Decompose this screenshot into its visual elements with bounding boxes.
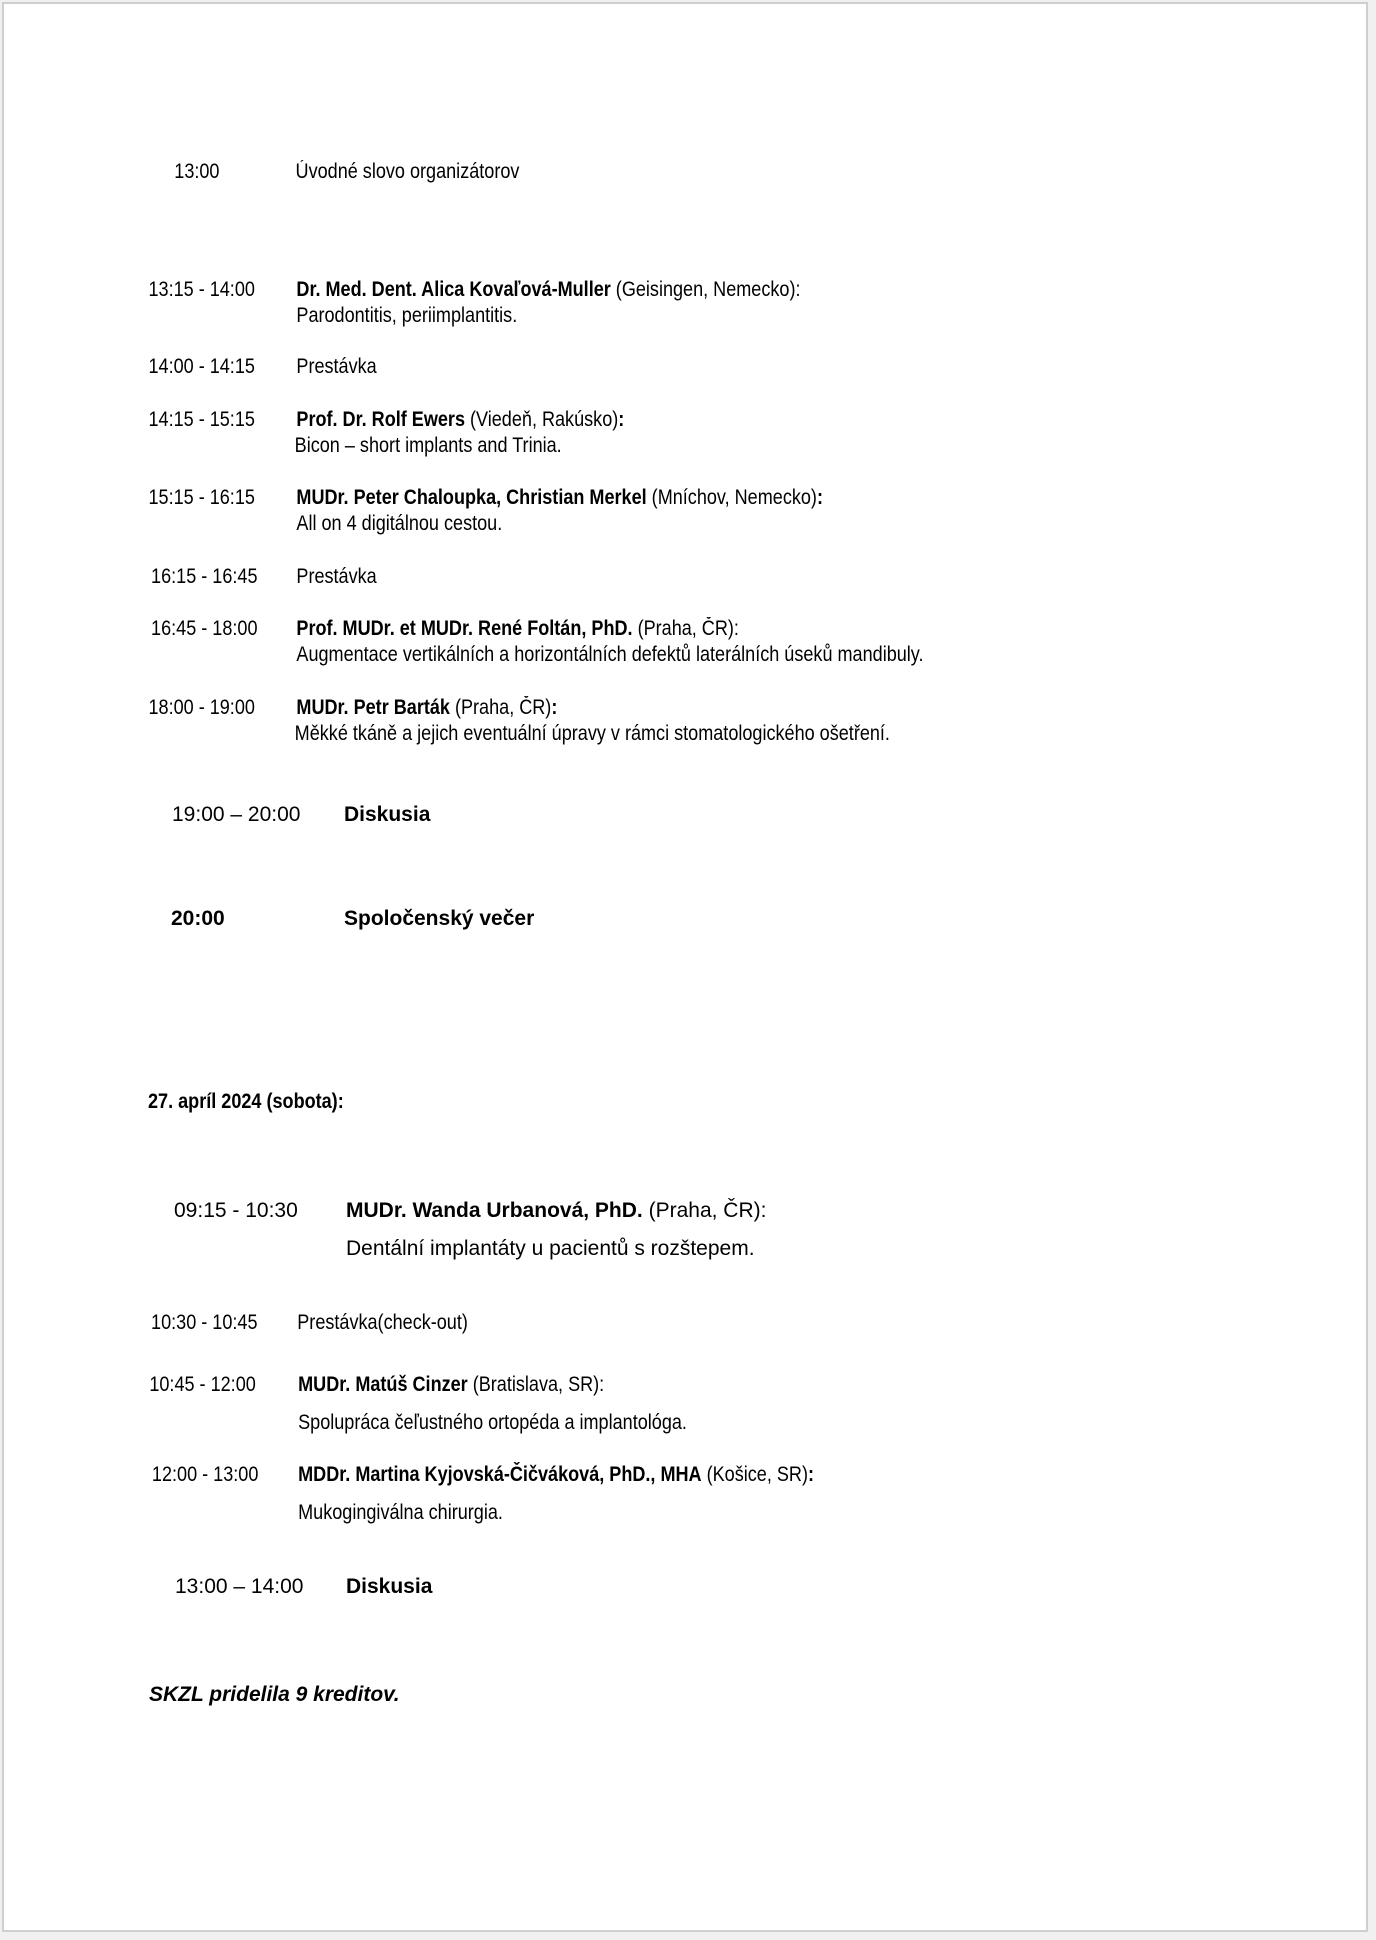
talk-topic: Měkké tkáně a jejich eventuální úpravy v rámci stomatologického ošetření. xyxy=(294,722,890,745)
row-time: 13:00 – 14:00 xyxy=(175,1575,304,1598)
speaker-name: MUDr. Wanda Urbanová, PhD. xyxy=(346,1199,643,1222)
speaker-line xyxy=(346,1198,766,1224)
row-title: Prestávka(check-out) xyxy=(297,1311,468,1334)
speaker-name: MDDr. Martina Kyjovská-Čičváková, PhD., MHA xyxy=(298,1463,702,1486)
row-title: Úvodné slovo organizátorov xyxy=(295,160,520,183)
speaker-name: MUDr. Petr Barták xyxy=(296,696,450,719)
speaker-line xyxy=(296,277,800,303)
talk-topic: Parodontitis, periimplantitis. xyxy=(296,304,518,327)
speaker-line xyxy=(296,407,624,433)
row-time: 10:30 - 10:45 xyxy=(151,1311,258,1334)
speaker-colon: : xyxy=(618,408,625,431)
speaker-colon: : xyxy=(816,486,823,509)
row-time: 14:00 - 14:15 xyxy=(148,355,255,378)
credits-note: SKZL pridelila 9 kreditov. xyxy=(149,1683,400,1706)
row-time: 19:00 – 20:00 xyxy=(172,803,301,826)
speaker-place: (Viedeň, Rakúsko) xyxy=(465,408,619,431)
row-content xyxy=(296,485,823,537)
speaker-place: (Geisingen, Nemecko): xyxy=(610,278,801,301)
speaker-name: MUDr. Peter Chaloupka, Christian Merkel xyxy=(296,486,647,509)
speaker-line xyxy=(298,1372,687,1398)
row-content xyxy=(298,1372,687,1436)
row-title: Diskusia xyxy=(346,1575,433,1598)
row-title: Spoločenský večer xyxy=(344,907,535,930)
row-time: 13:15 - 14:00 xyxy=(148,278,255,301)
speaker-line xyxy=(298,1462,814,1488)
talk-topic: Augmentace vertikálních a horizontálních defektů laterálních úseků mandibuly. xyxy=(296,643,924,666)
row-time: 10:45 - 12:00 xyxy=(149,1373,256,1396)
speaker-line xyxy=(296,695,890,721)
speaker-line xyxy=(296,616,923,642)
row-time: 15:15 - 16:15 xyxy=(148,486,255,509)
row-time: 14:15 - 15:15 xyxy=(148,408,255,431)
row-time: 16:45 - 18:00 xyxy=(151,617,258,640)
row-time: 09:15 - 10:30 xyxy=(174,1199,298,1222)
talk-topic: Dentální implantáty u pacientů s rozštepem. xyxy=(346,1237,755,1260)
speaker-colon: : xyxy=(551,696,558,719)
talk-topic: Bicon – short implants and Trinia. xyxy=(294,434,562,457)
row-title: Prestávka xyxy=(296,565,377,588)
row-time: 16:15 - 16:45 xyxy=(151,565,258,588)
day-heading: 27. apríl 2024 (sobota): xyxy=(148,1090,344,1113)
talk-topic: All on 4 digitálnou cestou. xyxy=(296,512,503,535)
speaker-name: Prof. Dr. Rolf Ewers xyxy=(296,408,466,431)
speaker-place: (Košice, SR) xyxy=(701,1463,808,1486)
row-content xyxy=(346,1198,766,1262)
row-title: Diskusia xyxy=(344,803,431,826)
row-content xyxy=(298,1462,814,1526)
row-time: 18:00 - 19:00 xyxy=(148,696,255,719)
speaker-place: (Praha, ČR): xyxy=(632,617,739,640)
speaker-name: Dr. Med. Dent. Alica Kovaľová-Muller xyxy=(296,278,611,301)
talk-topic: Mukogingiválna chirurgia. xyxy=(298,1501,503,1524)
row-time: 20:00 xyxy=(171,907,225,930)
speaker-name: MUDr. Matúš Cinzer xyxy=(298,1373,468,1396)
document-page xyxy=(2,2,1368,1932)
speaker-place: (Bratislava, SR): xyxy=(467,1373,605,1396)
speaker-name: Prof. MUDr. et MUDr. René Foltán, PhD. xyxy=(296,617,633,640)
row-content xyxy=(296,695,890,747)
speaker-line xyxy=(296,485,823,511)
row-content xyxy=(296,616,923,668)
row-content xyxy=(296,277,800,329)
speaker-place: (Praha, ČR): xyxy=(642,1199,767,1222)
speaker-place: (Mníchov, Nemecko) xyxy=(646,486,817,509)
row-time: 12:00 - 13:00 xyxy=(151,1463,259,1486)
row-time: 13:00 xyxy=(174,160,220,183)
row-title: Prestávka xyxy=(296,355,377,378)
talk-topic: Spolupráca čeľustného ortopéda a implantológa. xyxy=(298,1411,687,1434)
row-content xyxy=(296,407,624,459)
speaker-colon: : xyxy=(807,1463,814,1486)
speaker-place: (Praha, ČR) xyxy=(449,696,552,719)
